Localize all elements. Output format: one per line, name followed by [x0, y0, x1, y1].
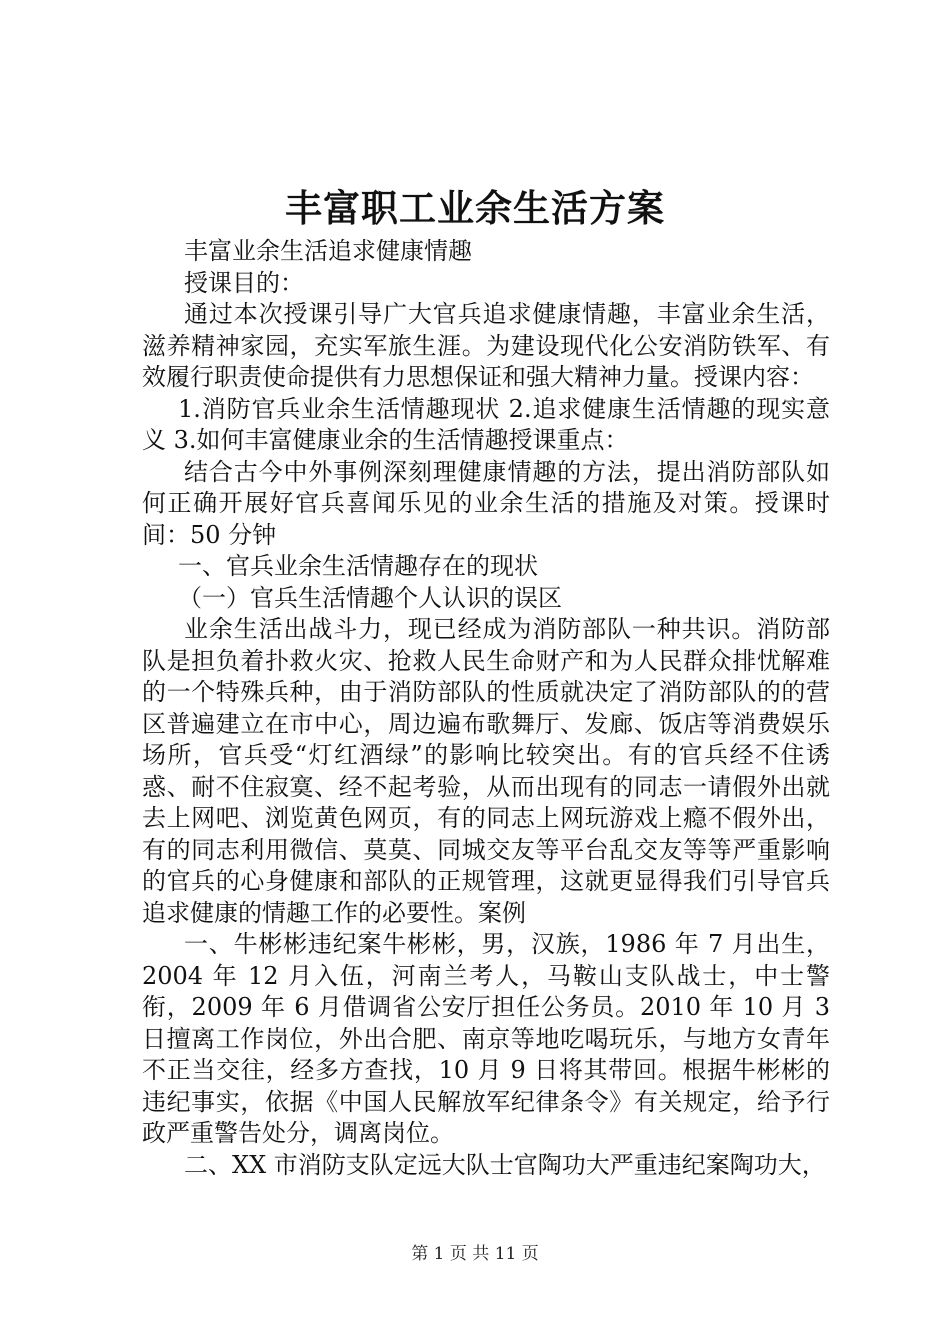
paragraph-purpose-heading: 授课目的：	[184, 268, 304, 297]
section-heading-1: 一、官兵业余生活情趣存在的现状	[178, 552, 538, 580]
paragraph-case-1: 一、牛彬彬违纪案牛彬彬，男，汉族，1986 年 7 月出生，2004 年 12 月入伍，河南兰考人，马鞍山支队战士，中士警衔，2009 年 6 月借调省公安厅担任公务员。2010 年 10 月 3 日擅离工作岗位，外出合肥、南京等地吃喝玩乐，与地方女青年不正当交往，经多方查找，10 月 9 日将其带回。根据牛彬彬的违纪事实，依据《中国人民解放军纪律条令》有关规定，给予行政严重警告处分，调离岗位。	[142, 930, 830, 1147]
paragraph-status: 业余生活出战斗力，现已经成为消防部队一种共识。消防部队是担负着扑救火灾、抢救人民生命财产和为人民群众排忧解难的一个特殊兵种，由于消防部队的性质就决定了消防部队的的营区普遍建立在市中心，周边遍布歌舞厅、发廊、饭店等消费娱乐场所，官兵受“灯红酒绿”的影响比较突出。有的官兵经不住诱惑、耐不住寂寞、经不起考验，从而出现有的同志一请假外出就去上网吧、浏览黄色网页，有的同志上网玩游戏上瘾不假外出，有的同志利用微信、莫莫、同城交友等平台乱交友等等严重影响的官兵的心身健康和部队的正规管理，这就更显得我们引导官兵追求健康的情趣工作的必要性。案例	[142, 615, 830, 927]
paragraph-focus: 结合古今中外事例深刻理健康情趣的方法，提出消防部队如何正确开展好官兵喜闻乐见的业余生活的措施及对策。授课时间：50 分钟	[142, 457, 830, 549]
paragraph-contents: 1.消防官兵业余生活情趣现状 2.追求健康生活情趣的现实意义 3.如何丰富健康业余的生活情趣授课重点：	[142, 394, 830, 454]
page-footer: 第 1 页 共 11 页	[411, 1244, 539, 1264]
paragraph-subtitle: 丰富业余生活追求健康情趣	[184, 237, 472, 265]
document-body	[142, 236, 830, 1181]
document-title: 丰富职工业余生活方案	[285, 186, 665, 230]
paragraph-case-2: 二、XX 市消防支队定远大队士官陶功大严重违纪案陶功大，	[184, 1150, 826, 1179]
subsection-heading-1: （一）官兵生活情趣个人认识的误区	[178, 583, 562, 612]
paragraph-purpose: 通过本次授课引导广大官兵追求健康情趣，丰富业余生活，滋养精神家园，充实军旅生涯。为建设现代化公安消防铁军、有效履行职责使命提供有力思想保证和强大精神力量。授课内容：	[142, 300, 830, 391]
